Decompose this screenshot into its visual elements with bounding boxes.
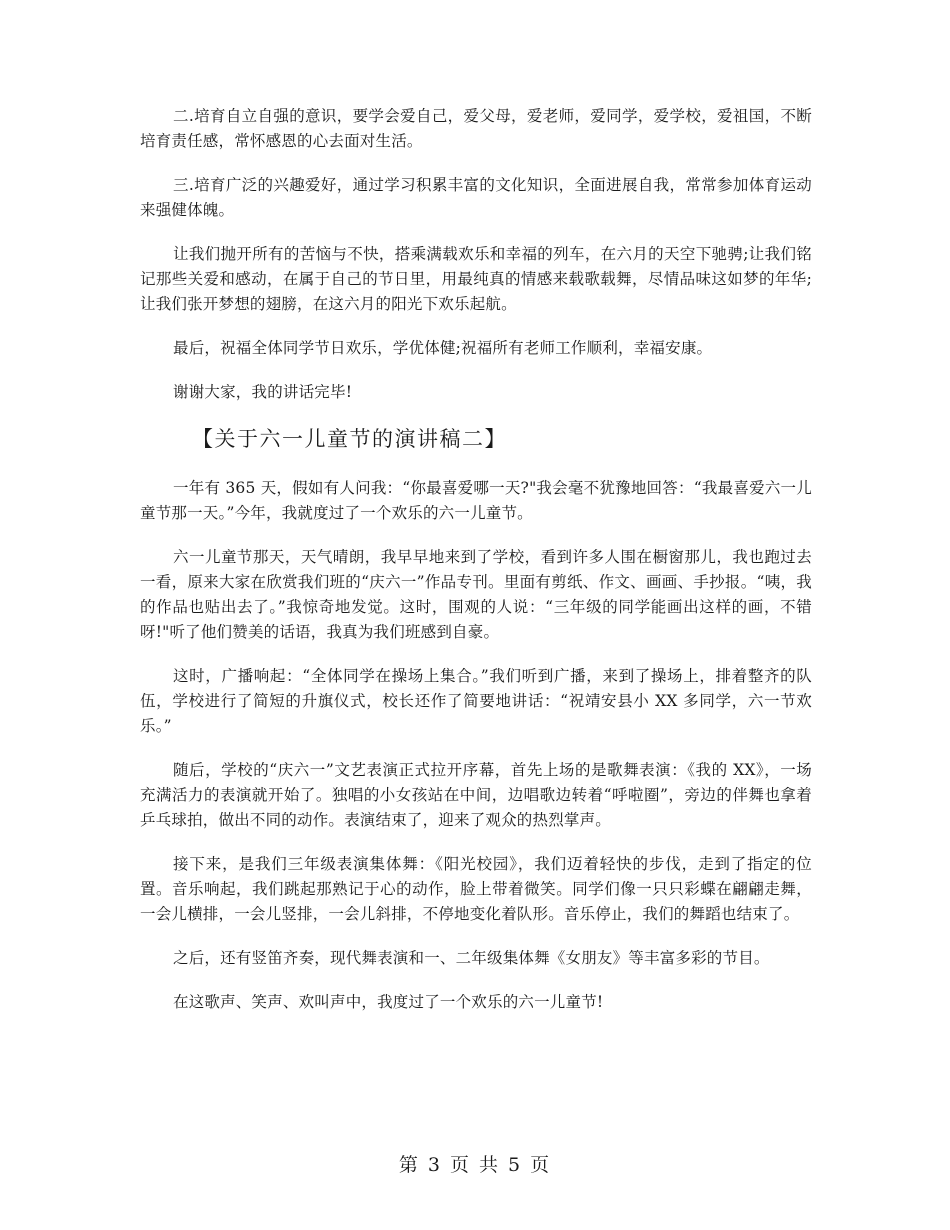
paragraph: 最后，祝福全体同学节日欢乐，学优体健;祝福所有老师工作顺利，幸福安康。 [173,339,713,357]
paragraph: 随后，学校的“庆六一”文艺表演正式拉开序幕，首先上场的是歌舞表演：《我的 XX》，一场充满活力的表演就开始了。独唱的小女孩站在中间，边唱歌边转着“呼啦圈”，旁边的伴舞也拿着乒乓球拍，做出不同的动作。表演结束了，迎来了观众的热烈掌声。 [140,761,812,829]
paragraph: 三.培育广泛的兴趣爱好，通过学习积累丰富的文化知识，全面进展自我，常常参加体育运动来强健体魄。 [140,176,812,219]
paragraph: 接下来，是我们三年级表演集体舞：《阳光校园》，我们迈着轻快的步伐，走到了指定的位置。音乐响起，我们跳起那熟记于心的动作，脸上带着微笑。同学们像一只只彩蝶在翩翩走舞，一会儿横排，一会儿竖排，一会儿斜排，不停地变化着队形。音乐停止，我们的舞蹈也结束了。 [140,855,812,923]
paragraph: 让我们抛开所有的苦恼与不快，搭乘满载欢乐和幸福的列车，在六月的天空下驰骋;让我们铭记那些关爱和感动，在属于自己的节日里，用最纯真的情感来载歌载舞，尽情品味这如梦的年华;让我们张开梦想的翅膀，在这六月的阳光下欢乐起航。 [140,245,812,313]
paragraph: 这时，广播响起：“全体同学在操场上集合。”我们听到广播，来到了操场上，排着整齐的队伍，学校进行了简短的升旗仪式，校长还作了简要地讲话：“祝靖安县小 XX 多同学，六一节欢乐。” [140,667,812,735]
paragraph: 一年有 365 天，假如有人问我：“你最喜爱哪一天?"我会毫不犹豫地回答：“我最喜爱六一儿童节那一天。”今年，我就度过了一个欢乐的六一儿童节。 [140,479,812,522]
document-body [140,104,812,1034]
paragraph: 二.培育自立自强的意识，要学会爱自己，爱父母，爱老师，爱同学，爱学校，爱祖国，不断培育责任感，常怀感恩的心去面对生活。 [140,107,812,150]
paragraph: 谢谢大家，我的讲话完毕! [173,383,353,401]
paragraph: 之后，还有竖笛齐奏，现代舞表演和一、二年级集体舞《女朋友》等丰富多彩的节目。 [173,949,770,967]
page-number-footer: 第 3 页 共 5 页 [398,1154,552,1176]
paragraph: 六一儿童节那天，天气晴朗，我早早地来到了学校，看到许多人围在橱窗那儿，我也跑过去一看，原来大家在欣赏我们班的“庆六一”作品专刊。里面有剪纸、作文、画画、手抄报。“咦，我的作品也贴出去了。”我惊奇地发觉。这时，围观的人说：“三年级的同学能画出这样的画，不错呀!"听了他们赞美的话语，我真为我们班感到自豪。 [140,548,812,641]
section-heading: 【关于六一儿童节的演讲稿二】 [192,427,507,451]
paragraph: 在这歌声、笑声、欢叫声中，我度过了一个欢乐的六一儿童节! [173,993,604,1011]
